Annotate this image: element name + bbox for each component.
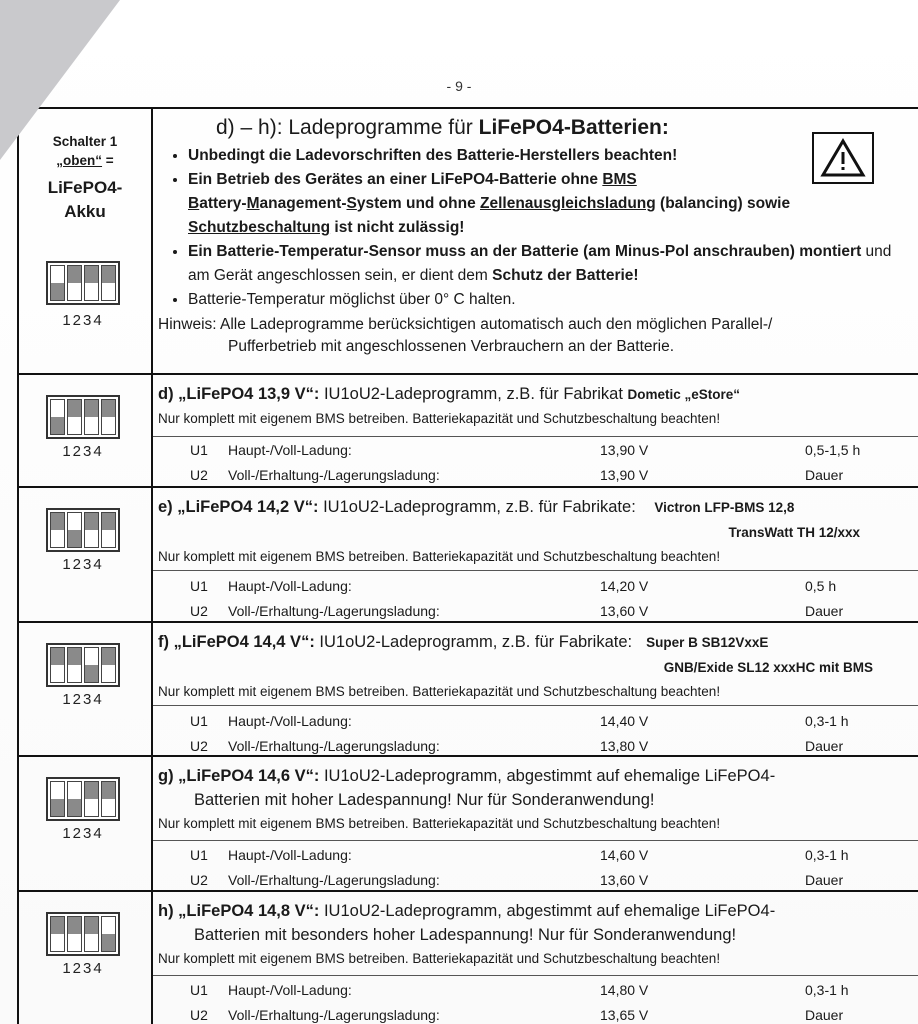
- u1-time: 0,5-1,5 h: [805, 442, 861, 458]
- section-line: [17, 486, 918, 488]
- u1-code: U1: [190, 442, 208, 458]
- dip-lever: [101, 781, 116, 817]
- u1-voltage: 14,80 V: [600, 982, 649, 998]
- dip-lever: [84, 781, 99, 817]
- program-brand-2: [158, 520, 913, 545]
- program-letter: g): [158, 767, 174, 785]
- switch-title: Schalter 1: [52, 134, 118, 149]
- dip-lever: [84, 512, 99, 548]
- u1-label: Haupt-/Voll-Ladung:: [228, 713, 352, 729]
- dip-numbers: 1234: [62, 960, 104, 977]
- dip-knob: [85, 266, 98, 283]
- u2-time: Dauer: [805, 872, 844, 888]
- program-name: „LiFePO4 14,4 V“:: [173, 633, 315, 651]
- folded-corner: [0, 0, 120, 160]
- row-separator: [153, 975, 918, 976]
- dip-numbers: 1234: [62, 312, 104, 329]
- dip-switch-icon: [46, 261, 120, 305]
- program-brand: Super B SB12VxxE: [646, 635, 769, 650]
- bullet-3-b: und am Gerät angeschlossen sein, er dient dem: [188, 243, 892, 284]
- dip-knob: [85, 782, 98, 799]
- program-name: „LiFePO4 14,8 V“:: [178, 902, 320, 920]
- bullet-2-bms: BMS: [602, 171, 637, 188]
- bullet-2-a: Ein Betrieb des Gerätes an einer LiFePO4-Batterie ohne: [188, 171, 603, 188]
- u1-time: 0,5 h: [805, 578, 837, 594]
- u2-label: Voll-/Erhaltung-/Lagerungsladung:: [228, 467, 440, 483]
- dip-lever: [84, 647, 99, 683]
- dip-knob: [85, 665, 98, 682]
- bullet-2-d: ist nicht zulässig!: [330, 219, 465, 236]
- program-desc-2: Batterien mit besonders hoher Ladespannung! Nur für Sonderanwendung!: [194, 926, 737, 944]
- program-letter: h): [158, 902, 174, 920]
- dip-lever: [84, 399, 99, 435]
- program-letter: d): [158, 385, 174, 403]
- dip-knob: [102, 648, 115, 665]
- program-desc: IU1oU2-Ladeprogramm, z.B. für Fabrikate:: [314, 633, 633, 651]
- dip-knob: [51, 513, 64, 530]
- dip-knob: [85, 513, 98, 530]
- dip-lever: [67, 781, 82, 817]
- program-letter: e): [158, 498, 173, 516]
- program-section: [158, 382, 913, 429]
- dip-switch-icon: [46, 777, 120, 821]
- program-section: [158, 630, 913, 702]
- bullet-2-c: (balancing) sowie: [655, 195, 791, 212]
- section-line: [17, 755, 918, 757]
- program-brand-2: [158, 655, 913, 680]
- bullet-2-schutz: Schutzbeschaltung: [188, 219, 331, 236]
- bullet-2-b1r: attery-: [199, 195, 247, 212]
- dip-knob: [68, 799, 81, 816]
- bullet-2-b3: S: [346, 195, 357, 212]
- u1-voltage: 14,20 V: [600, 578, 649, 594]
- warning-box: [812, 132, 874, 184]
- u2-label: Voll-/Erhaltung-/Lagerungsladung:: [228, 738, 440, 754]
- dip-switch-icon: [46, 508, 120, 552]
- dip-knob: [68, 400, 81, 417]
- dip-knob: [68, 530, 81, 547]
- dip-lever: [67, 647, 82, 683]
- bms-note: Nur komplett mit eigenem BMS betreiben. Batteriekapazität und Schutzbeschaltung beachten!: [158, 951, 721, 966]
- dip-lever: [84, 265, 99, 301]
- bullet-2-b3r: ystem und ohne: [356, 195, 481, 212]
- u2-time: Dauer: [805, 467, 844, 483]
- page-number: - 9 -: [446, 78, 472, 94]
- u1-time: 0,3-1 h: [805, 713, 849, 729]
- u1-label: Haupt-/Voll-Ladung:: [228, 442, 352, 458]
- dip-lever: [101, 647, 116, 683]
- dip-numbers: 1234: [62, 556, 104, 573]
- dip-numbers: 1234: [62, 691, 104, 708]
- program-brand-2-text: GNB/Exide SL12 xxxHC mit BMS: [663, 660, 873, 675]
- u1-time: 0,3-1 h: [805, 982, 849, 998]
- bullet-3-a: Ein Batterie-Temperatur-Sensor muss an der Batterie (am Minus-Pol anschrauben) montiert: [188, 243, 862, 260]
- u1-voltage: 14,40 V: [600, 713, 649, 729]
- dip-knob: [51, 417, 64, 434]
- note-line-1: Hinweis: Alle Ladeprogramme berücksichtigen automatisch auch den möglichen Parallel-/: [158, 316, 773, 333]
- note-line-2: Pufferbetrieb mit angeschlossenen Verbrauchern an der Batterie.: [228, 338, 675, 355]
- bms-note: Nur komplett mit eigenem BMS betreiben. Batteriekapazität und Schutzbeschaltung beachten!: [158, 549, 721, 564]
- bms-note: Nur komplett mit eigenem BMS betreiben. Batteriekapazität und Schutzbeschaltung beachten!: [158, 816, 721, 831]
- dip-lever: [50, 647, 65, 683]
- dip-switch-icon: [46, 912, 120, 956]
- bullet-4-text: Batterie-Temperatur möglichst über 0° C halten.: [188, 291, 516, 308]
- u1-label: Haupt-/Voll-Ladung:: [228, 982, 352, 998]
- dip-lever: [67, 265, 82, 301]
- u1-code: U1: [190, 982, 208, 998]
- warning-triangle-icon: [820, 138, 866, 178]
- row-separator: [153, 570, 918, 571]
- intro-title: [158, 116, 913, 140]
- program-title: [158, 495, 913, 520]
- program-section: [158, 764, 913, 834]
- bms-note: Nur komplett mit eigenem BMS betreiben. Batteriekapazität und Schutzbeschaltung beachten!: [158, 684, 721, 699]
- bullet-2-b1: B: [188, 195, 200, 212]
- dip-knob: [51, 283, 64, 300]
- section-line: [17, 373, 918, 375]
- intro-section: [158, 116, 913, 358]
- program-desc: IU1oU2-Ladeprogramm, z.B. für Fabrikat: [319, 385, 628, 403]
- bullet-1-text: Unbedingt die Ladevorschriften des Batterie-Herstellers beachten!: [188, 147, 678, 164]
- dip-lever: [101, 399, 116, 435]
- bms-note: Nur komplett mit eigenem BMS betreiben. Batteriekapazität und Schutzbeschaltung beachten!: [158, 411, 721, 426]
- switch-position-word: „oben“: [56, 153, 103, 168]
- dip-knob: [51, 648, 64, 665]
- bullet-2-b2: M: [246, 195, 260, 212]
- intro-bullets: [158, 144, 913, 312]
- dip-lever: [50, 781, 65, 817]
- bullet-2-zell: Zellenausgleichsladung: [480, 195, 656, 212]
- dip-lever: [67, 399, 82, 435]
- row-separator: [153, 705, 918, 706]
- bullet-3-c: Schutz der Batterie!: [492, 267, 639, 284]
- program-title: [158, 899, 913, 923]
- table-divider: [151, 107, 153, 1024]
- program-brand-2-text: TransWatt TH 12/xxx: [728, 525, 860, 540]
- dip-knob: [102, 266, 115, 283]
- dip-lever: [67, 916, 82, 952]
- dip-lever: [101, 512, 116, 548]
- section-line: [17, 890, 918, 892]
- u1-label: Haupt-/Voll-Ladung:: [228, 847, 352, 863]
- dip-knob: [68, 266, 81, 283]
- program-title: [158, 630, 913, 655]
- program-desc: IU1oU2-Ladeprogramm, z.B. für Fabrikate:: [318, 498, 641, 516]
- dip-lever: [101, 916, 116, 952]
- intro-title-prefix: d) – h): Ladeprogramme für: [216, 116, 479, 139]
- program-letter: f): [158, 633, 169, 651]
- u2-code: U2: [190, 872, 208, 888]
- dip-knob: [85, 917, 98, 934]
- program-title: [158, 382, 913, 407]
- bullet-item: [188, 168, 913, 240]
- dip-lever: [67, 512, 82, 548]
- u2-code: U2: [190, 738, 208, 754]
- dip-switch-icon: [46, 395, 120, 439]
- u2-voltage: 13,60 V: [600, 872, 649, 888]
- u2-label: Voll-/Erhaltung-/Lagerungsladung:: [228, 872, 440, 888]
- akku-label: [19, 176, 151, 224]
- dip-lever: [50, 265, 65, 301]
- program-desc: IU1oU2-Ladeprogramm, abgestimmt auf ehemalige LiFePO4-: [319, 902, 776, 920]
- program-name: „LiFePO4 14,2 V“:: [177, 498, 319, 516]
- dip-lever: [101, 265, 116, 301]
- dip-lever: [84, 916, 99, 952]
- u2-code: U2: [190, 467, 208, 483]
- u1-code: U1: [190, 578, 208, 594]
- u1-label: Haupt-/Voll-Ladung:: [228, 578, 352, 594]
- u1-voltage: 13,90 V: [600, 442, 649, 458]
- u2-time: Dauer: [805, 1007, 844, 1023]
- u2-code: U2: [190, 1007, 208, 1023]
- akku-line2: Akku: [64, 202, 106, 221]
- dip-knob: [68, 648, 81, 665]
- dip-knob: [51, 799, 64, 816]
- u2-time: Dauer: [805, 738, 844, 754]
- program-desc-2: Batterien mit hoher Ladespannung! Nur für Sonderanwendung!: [194, 791, 655, 809]
- u1-voltage: 14,60 V: [600, 847, 649, 863]
- u1-code: U1: [190, 713, 208, 729]
- dip-switch-icon: [46, 643, 120, 687]
- program-section: [158, 899, 913, 969]
- intro-note: [158, 314, 913, 358]
- intro-title-bold: LiFePO4-Batterien:: [478, 116, 669, 139]
- u2-voltage: 13,90 V: [600, 467, 649, 483]
- section-line: [17, 621, 918, 623]
- u2-voltage: 13,60 V: [600, 603, 649, 619]
- program-brand: Dometic „eStore“: [627, 387, 741, 402]
- akku-line1: LiFePO4-: [47, 178, 123, 197]
- u2-label: Voll-/Erhaltung-/Lagerungsladung:: [228, 1007, 440, 1023]
- bullet-item: [188, 288, 913, 312]
- program-name: „LiFePO4 14,6 V“:: [178, 767, 320, 785]
- dip-lever: [50, 512, 65, 548]
- row-separator: [153, 436, 918, 437]
- bullet-item: [188, 240, 913, 288]
- dip-lever: [50, 916, 65, 952]
- dip-knob: [102, 782, 115, 799]
- bullet-2-b2r: anagement-: [259, 195, 347, 212]
- dip-numbers: 1234: [62, 443, 104, 460]
- switch-position-equals: =: [102, 153, 114, 168]
- row-separator: [153, 840, 918, 841]
- dip-knob: [85, 400, 98, 417]
- dip-knob: [51, 917, 64, 934]
- program-brand: Victron LFP-BMS 12,8: [654, 500, 795, 515]
- u1-code: U1: [190, 847, 208, 863]
- bullet-item: [188, 144, 913, 168]
- u2-voltage: 13,80 V: [600, 738, 649, 754]
- dip-knob: [102, 513, 115, 530]
- dip-knob: [68, 917, 81, 934]
- u2-code: U2: [190, 603, 208, 619]
- program-section: [158, 495, 913, 567]
- u2-voltage: 13,65 V: [600, 1007, 649, 1023]
- program-desc: IU1oU2-Ladeprogramm, abgestimmt auf ehemalige LiFePO4-: [319, 767, 776, 785]
- dip-knob: [102, 400, 115, 417]
- dip-lever: [50, 399, 65, 435]
- program-title: [158, 764, 913, 788]
- program-name: „LiFePO4 13,9 V“:: [178, 385, 320, 403]
- dip-numbers: 1234: [62, 825, 104, 842]
- u1-time: 0,3-1 h: [805, 847, 849, 863]
- u2-time: Dauer: [805, 603, 844, 619]
- dip-knob: [102, 934, 115, 951]
- u2-label: Voll-/Erhaltung-/Lagerungsladung:: [228, 603, 440, 619]
